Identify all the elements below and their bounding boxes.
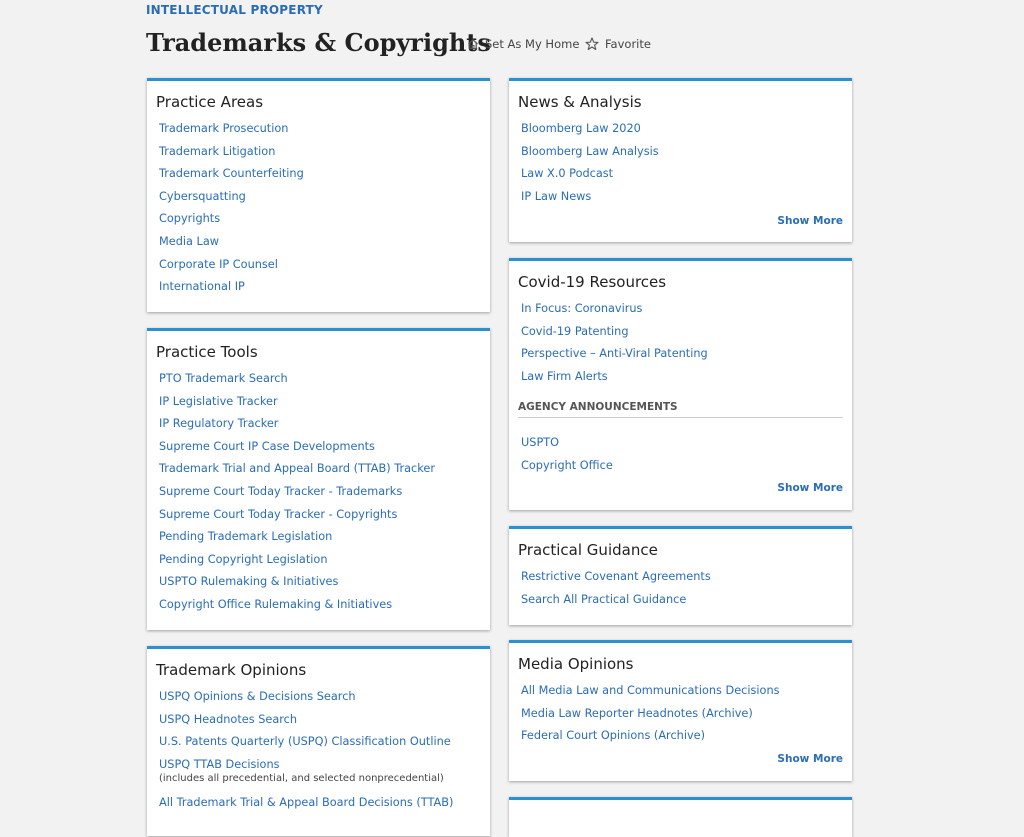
link-bloomberg-law-analysis[interactable]: Bloomberg Law Analysis — [521, 144, 659, 158]
link-search-practical-guidance[interactable]: Search All Practical Guidance — [521, 592, 687, 606]
link-copyright-office[interactable]: Copyright Office — [521, 458, 613, 472]
link-ttab-tracker[interactable]: Trademark Trial and Appeal Board (TTAB) Tracker — [159, 462, 435, 476]
link-supreme-court-ip-cases[interactable]: Supreme Court IP Case Developments — [159, 439, 375, 453]
link-bloomberg-law-2020[interactable]: Bloomberg Law 2020 — [521, 122, 641, 135]
media-opinions-card — [509, 640, 852, 781]
card-title: Media Opinions — [518, 655, 634, 673]
link-copyright-office-rulemaking[interactable]: Copyright Office Rulemaking & Initiatives — [159, 597, 393, 611]
ttab-decisions-note: (includes all precedential, and selected nonprecedential) — [159, 772, 444, 784]
link-all-media-law-decisions[interactable]: All Media Law and Communications Decisions — [521, 684, 780, 697]
link-restrictive-covenant-agreements[interactable]: Restrictive Covenant Agreements — [521, 570, 711, 583]
link-in-focus-coronavirus[interactable]: In Focus: Coronavirus — [521, 302, 643, 315]
link-sct-tracker-trademarks[interactable]: Supreme Court Today Tracker - Trademarks — [159, 484, 403, 498]
link-uspq-classification-outline[interactable]: U.S. Patents Quarterly (USPQ) Classification Outline — [159, 735, 451, 749]
link-law-firm-alerts[interactable]: Law Firm Alerts — [521, 369, 608, 383]
trademark-opinions-card — [147, 646, 490, 836]
link-trademark-counterfeiting[interactable]: Trademark Counterfeiting — [159, 167, 304, 181]
favorite-label: Favorite — [605, 37, 651, 51]
star-icon — [585, 37, 599, 51]
card-title: News & Analysis — [518, 93, 642, 111]
link-media-law-reporter-headnotes[interactable]: Media Law Reporter Headnotes (Archive) — [521, 706, 753, 720]
link-uspq-ttab-decisions[interactable]: USPQ TTAB Decisions — [159, 757, 280, 771]
favorite-button[interactable] — [585, 37, 651, 51]
link-sct-tracker-copyrights[interactable]: Supreme Court Today Tracker - Copyrights — [159, 507, 398, 521]
link-perspective-anti-viral[interactable]: Perspective – Anti-Viral Patenting — [521, 347, 708, 361]
link-copyrights[interactable]: Copyrights — [159, 212, 221, 226]
link-pending-copyright-legislation[interactable]: Pending Copyright Legislation — [159, 552, 328, 566]
set-as-home-button[interactable] — [467, 37, 579, 51]
news-analysis-card — [509, 78, 852, 242]
link-pto-trademark-search[interactable]: PTO Trademark Search — [159, 372, 288, 385]
agency-announcements-heading: AGENCY ANNOUNCEMENTS — [518, 401, 843, 418]
card-title: Practice Tools — [156, 343, 258, 361]
card-title: Practice Areas — [156, 93, 264, 111]
link-covid-19-patenting[interactable]: Covid-19 Patenting — [521, 324, 629, 338]
covid-resources-card — [509, 258, 852, 510]
show-more-link[interactable]: Show More — [777, 482, 843, 494]
link-cybersquatting[interactable]: Cybersquatting — [159, 189, 246, 203]
link-law-x0-podcast[interactable]: Law X.0 Podcast — [521, 167, 614, 181]
practice-areas-card — [147, 78, 490, 312]
card-title: Trademark Opinions — [156, 661, 307, 679]
link-media-law[interactable]: Media Law — [159, 234, 219, 248]
link-ip-law-news[interactable]: IP Law News — [521, 189, 592, 203]
set-as-home-label: Set As My Home — [485, 37, 580, 51]
link-uspto-rulemaking[interactable]: USPTO Rulemaking & Initiatives — [159, 575, 339, 589]
link-pending-trademark-legislation[interactable]: Pending Trademark Legislation — [159, 530, 333, 544]
link-uspq-opinions-search[interactable]: USPQ Opinions & Decisions Search — [159, 690, 356, 703]
link-federal-court-opinions[interactable]: Federal Court Opinions (Archive) — [521, 729, 706, 743]
practical-guidance-card — [509, 526, 852, 625]
link-trademark-prosecution[interactable]: Trademark Prosecution — [159, 122, 289, 135]
next-card-partial — [509, 797, 852, 837]
card-title: Practical Guidance — [518, 541, 658, 559]
link-ip-regulatory-tracker[interactable]: IP Regulatory Tracker — [159, 417, 279, 431]
page-title: Trademarks & Copyrights — [146, 28, 491, 57]
link-uspq-headnotes-search[interactable]: USPQ Headnotes Search — [159, 712, 298, 726]
link-all-ttab-decisions[interactable]: All Trademark Trial & Appeal Board Decisions (TTAB) — [159, 795, 454, 809]
uspq-ttab-decisions-item — [159, 758, 453, 796]
link-trademark-litigation[interactable]: Trademark Litigation — [159, 144, 276, 158]
link-international-ip[interactable]: International IP — [159, 280, 245, 294]
show-more-link[interactable]: Show More — [777, 753, 843, 765]
section-eyebrow: INTELLECTUAL PROPERTY — [146, 3, 323, 17]
show-more-link[interactable]: Show More — [777, 215, 843, 227]
practice-tools-card — [147, 328, 490, 630]
card-title: Covid-19 Resources — [518, 273, 667, 291]
link-corporate-ip-counsel[interactable]: Corporate IP Counsel — [159, 257, 278, 271]
link-uspto[interactable]: USPTO — [521, 436, 560, 449]
link-ip-legislative-tracker[interactable]: IP Legislative Tracker — [159, 394, 278, 408]
home-icon — [467, 38, 479, 50]
